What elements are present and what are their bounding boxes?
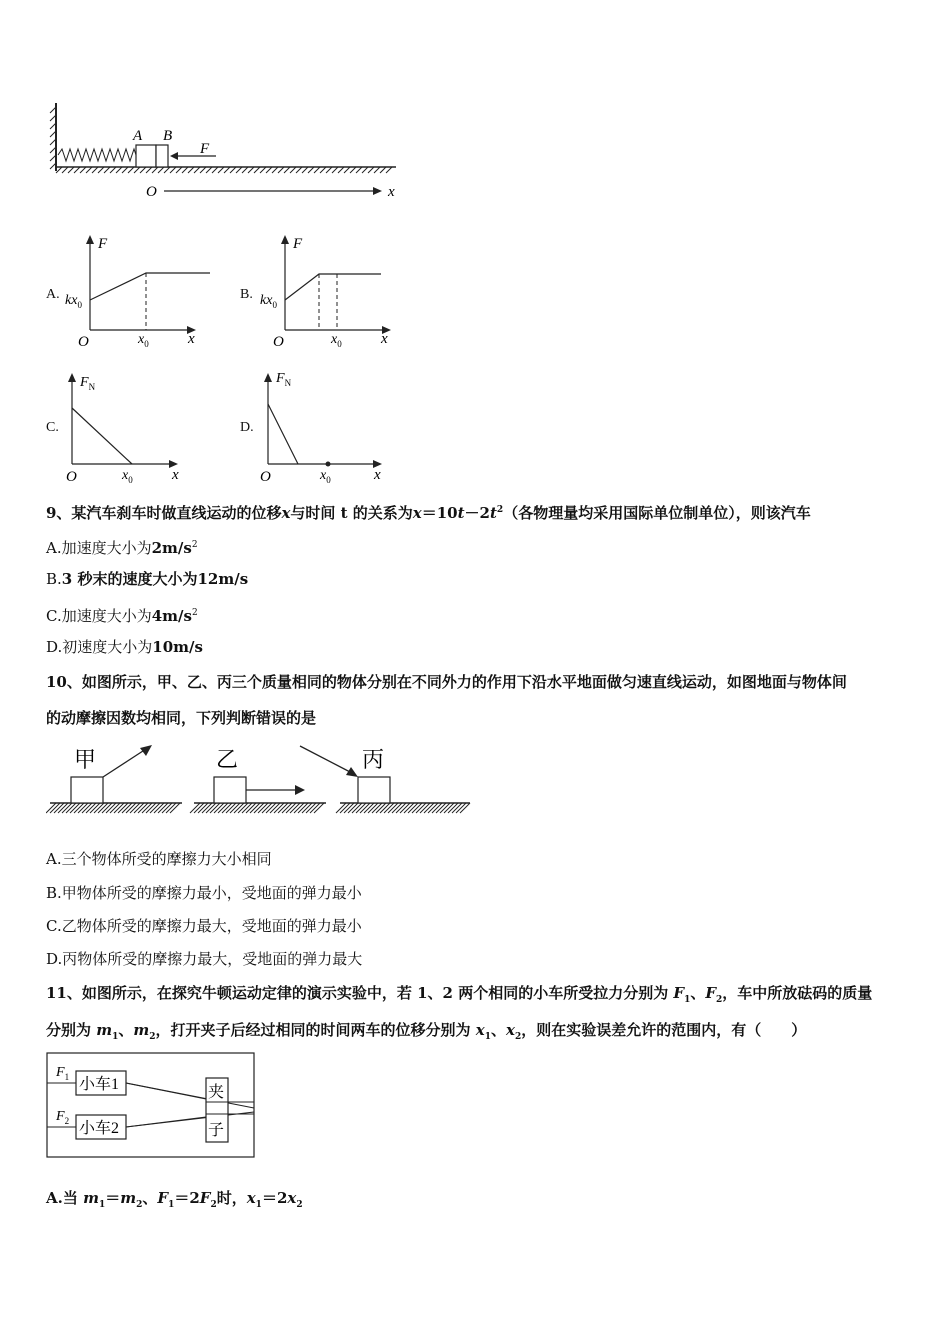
- label-jia: 甲: [74, 747, 97, 772]
- svg-text:x: x: [374, 467, 381, 483]
- block-a: [136, 145, 156, 167]
- svg-text:x0: $x_0$: [138, 332, 149, 349]
- spring: [58, 149, 138, 161]
- svg-text:kx0: $kx_0$: [260, 293, 277, 310]
- clip-label-top: 夹: [208, 1084, 225, 1101]
- svg-text:F: F: [293, 236, 303, 252]
- svg-text:x: x: [172, 467, 179, 483]
- svg-text:FN: $F_N$: [80, 375, 96, 392]
- q9-option-a[interactable]: A.加速度大小为$2m/s^2$: [46, 539, 198, 557]
- svg-text:O: O: [66, 469, 77, 485]
- label-bing: 丙: [362, 747, 385, 772]
- label-b: B: [163, 128, 173, 144]
- svg-text:x0: $x_0$: [320, 468, 331, 485]
- svg-text:O: O: [78, 334, 89, 350]
- label-x-axis: x: [388, 184, 395, 200]
- svg-text:x: x: [188, 331, 195, 347]
- clip-label-bottom: 子: [208, 1122, 225, 1139]
- graph-option-c-letter: C.: [46, 420, 59, 435]
- q11-stem-line1: 11、如图所示，在探究牛顿运动定律的演示实验中，若 1、2 两个相同的小车所受拉力分别为 $F_1$、$F_2$，车中所放砝码的质量: [46, 984, 873, 1005]
- svg-text:F: F: [98, 236, 108, 252]
- svg-text:x0: $x_0$: [122, 468, 133, 485]
- q10-stem-line1: 10、如图所示，甲、乙、丙三个质量相同的物体分别在不同外力的作用下沿水平地面做匀速直线运动，如图地面与物体间: [46, 673, 847, 691]
- svg-text:FN: $F_N$: [276, 371, 292, 388]
- q10-option-a[interactable]: A.三个物体所受的摩擦力大小相同: [46, 850, 272, 868]
- graph-option-b-letter: B.: [240, 287, 253, 302]
- graph-option-a: [60, 230, 210, 350]
- graph-option-a-letter: A.: [46, 287, 60, 302]
- graph-option-d: [252, 368, 402, 488]
- graph-option-c: [56, 368, 206, 488]
- svg-text:kx0: $kx_0$: [65, 293, 82, 310]
- label-yi: 乙: [216, 747, 239, 772]
- car-experiment-figure: [46, 1050, 258, 1162]
- svg-text:F2: $F_2$: [56, 1109, 70, 1126]
- svg-text:x0: $x_0$: [331, 332, 342, 349]
- spring-block-figure: [40, 95, 420, 210]
- label-a: A: [133, 128, 143, 144]
- svg-text:O: O: [273, 334, 284, 350]
- q9-option-b[interactable]: B.3 秒末的速度大小为12m/s: [46, 570, 249, 588]
- q11-stem-line2: 分别为 $m_1$、$m_2$，打开夹子后经过相同的时间两车的位移分别为 $x_1$、$x_2$，则在实验误差允许的范围内，有（ ）: [46, 1021, 807, 1042]
- label-force: F: [200, 141, 210, 157]
- q9-option-d[interactable]: D.初速度大小为10m/s: [46, 638, 203, 656]
- q11-option-a[interactable]: A.当 $m_1=m_2$、$F_1=2F_2$时，$x_1=2x_2$: [46, 1189, 303, 1210]
- block-b: [156, 145, 168, 167]
- car2-label: 小车2: [79, 1120, 120, 1137]
- q9-option-c[interactable]: C.加速度大小为$4m/s^2$: [46, 607, 198, 625]
- three-blocks-figure: [46, 740, 476, 820]
- q10-option-d[interactable]: D.丙物体所受的摩擦力最大，受地面的弹力最大: [46, 950, 363, 968]
- car1-label: 小车1: [79, 1076, 120, 1093]
- q10-option-c[interactable]: C.乙物体所受的摩擦力最大，受地面的弹力最小: [46, 917, 362, 935]
- q9-stem: 9、某汽车刹车时做直线运动的位移x与时间 t 的关系为$x=10t-2t^2$（各物理量均采用国际单位制单位），则该汽车: [46, 504, 811, 522]
- svg-text:O: O: [260, 469, 271, 485]
- svg-text:F1: $F_1$: [56, 1065, 70, 1082]
- q10-option-b[interactable]: B.甲物体所受的摩擦力最小，受地面的弹力最小: [46, 884, 362, 902]
- q10-stem-line2: 的动摩擦因数均相同，下列判断错误的是: [46, 709, 317, 727]
- graph-option-b: [255, 230, 405, 350]
- svg-text:x: x: [381, 331, 388, 347]
- label-origin: O: [146, 184, 157, 200]
- graph-option-d-letter: D.: [240, 420, 254, 435]
